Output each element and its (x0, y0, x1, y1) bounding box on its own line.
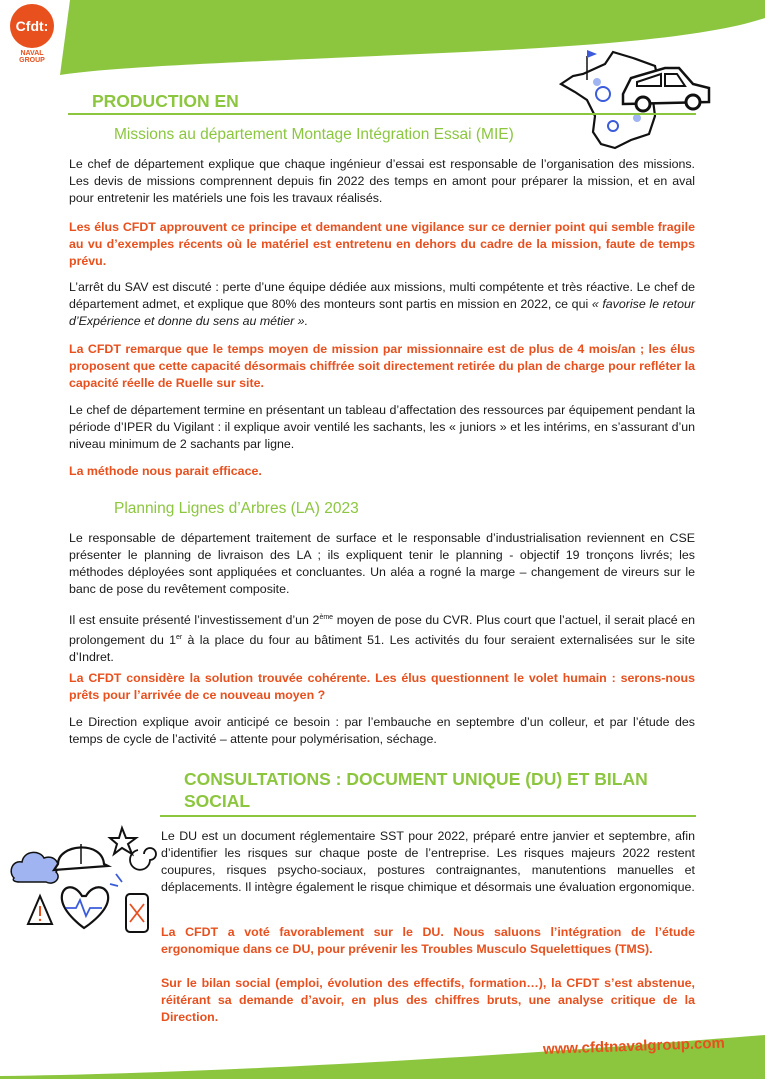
paragraph: Le chef de département termine en présentant un tableau d’affectation des ressources par équipement pendant la période d’IPER du Vigilant : il explique avoir ventilé les sachants, les « juniors » et les intérims, en s’assurant d’un niveau minimum de 2 sachants par ligne. (69, 403, 695, 451)
superscript: ème (319, 614, 334, 621)
cfdt-logo (8, 4, 58, 64)
section-title-line: CONSULTATIONS : DOCUMENT UNIQUE (DU) ET BILAN (184, 769, 648, 789)
section-title-consultations (184, 768, 696, 812)
footer-website-link[interactable]: www.cfdtnavalgroup.com (542, 1034, 726, 1058)
cfdt-statement: La méthode nous parait efficace. (69, 464, 262, 478)
cfdt-statement: Les élus CFDT approuvent ce principe et demandent une vigilance sur ce dernier point qui semble fragile au vu d’exemples récents où le matériel est entretenu en dehors du cadre de la mission, faute de temps prévu. (69, 220, 695, 268)
paragraph-quote: « favorise le retour d’Expérience et donne du sens au métier ». (69, 297, 695, 328)
paragraph: Le Direction explique avoir anticipé ce besoin : par l’embauche en septembre d’un colleur, et par l’étude des temps de cycle de l’activité – attente pour polymérisation, séchage. (69, 715, 695, 746)
paragraph (69, 279, 695, 330)
subsection-title-planning: Planning Lignes d’Arbres (LA) 2023 (114, 500, 359, 517)
paragraph-text: à la place du four au bâtiment 51. Les activités du four seraient externalisées sur le site d’Indret. (69, 633, 695, 665)
section-rule (68, 113, 696, 115)
paragraph: Le chef de département explique que chaque ingénieur d’essai est responsable de l’organisation des missions. Les devis de missions comprennent depuis fin 2022 des temps en amont pour préparer la mission, et en aval pour entretenir les matériels une fois les travaux réalisés. (69, 157, 695, 205)
paragraph: Le DU est un document réglementaire SST pour 2022, préparé entre janvier et septembre, afin d’identifier les risques sur chaque poste de l’entreprise. Les risques majeurs 2022 restent coupures, risques psycho-sociaux, postures contraignantes, manutentions manuelles et déplacements. Il intègre également le risque chimique et désormais une évaluation ergonomique. (161, 829, 695, 894)
superscript: er (176, 634, 183, 642)
logo-subtitle: NAVAL GROUP (19, 50, 45, 64)
safety-health-illustration (4, 824, 162, 944)
section-title-line: SOCIAL (184, 791, 251, 811)
cfdt-statement: La CFDT remarque que le temps moyen de mission par missionnaire est de plus de 4 mois/an ; les élus proposent que cette capacité désormais chiffrée soit directement retirée du plan de charge pour refléter la capacité réelle de Ruelle sur site. (69, 342, 695, 390)
paragraph: Le responsable de département traitement de surface et le responsable d’industrialisation reviennent en CSE présenter le planning de livraison des LA ; ils expliquent tenir le planning - objectif 19 tronçons livrés; les méthodes déployées sont appliquées et concluantes. Un aléa a rogné la marge – changement de vireurs sur le banc de pose du revêtement composite. (69, 531, 695, 596)
cfdt-statement: La CFDT considère la solution trouvée cohérente. Les élus questionnent le volet humain : serons-nous prêts pour l’arrivée de ce nouveau moyen ? (69, 671, 695, 702)
cfdt-statement: La CFDT a voté favorablement sur le DU. Nous saluons l’intégration de l’étude ergonomique dans ce DU, pour prévenir les Troubles Musculo Squelettiques (TMS). (161, 925, 695, 956)
section-rule (160, 815, 696, 817)
paragraph-text: Il est ensuite présenté l’investissement d’un 2 (69, 613, 320, 628)
subsection-title-mie: Missions au département Montage Intégration Essai (MIE) (114, 126, 514, 143)
section-title-production: PRODUCTION EN (92, 91, 239, 111)
paragraph-text: L’arrêt du SAV est discuté : perte d’une équipe dédiée aux missions, multi compétente et très réactive. Le chef de département admet, et explique que 80% des monteurs sont partis en mission en 2022, ce qui (69, 280, 695, 311)
france-car-illustration (553, 44, 713, 156)
paragraph-text: moyen de pose du CVR. Plus court que l’actuel, il serait placé en prolongement du 1 (69, 613, 695, 648)
cfdt-statement: Sur le bilan social (emploi, évolution des effectifs, formation…), la CFDT s’est abstenue, réitérant sa demande d’avoir, en plus des chiffres bruts, une analyse critique de la Direction. (161, 976, 695, 1024)
logo-mark: Cfdt: (10, 4, 54, 48)
paragraph (69, 609, 695, 666)
